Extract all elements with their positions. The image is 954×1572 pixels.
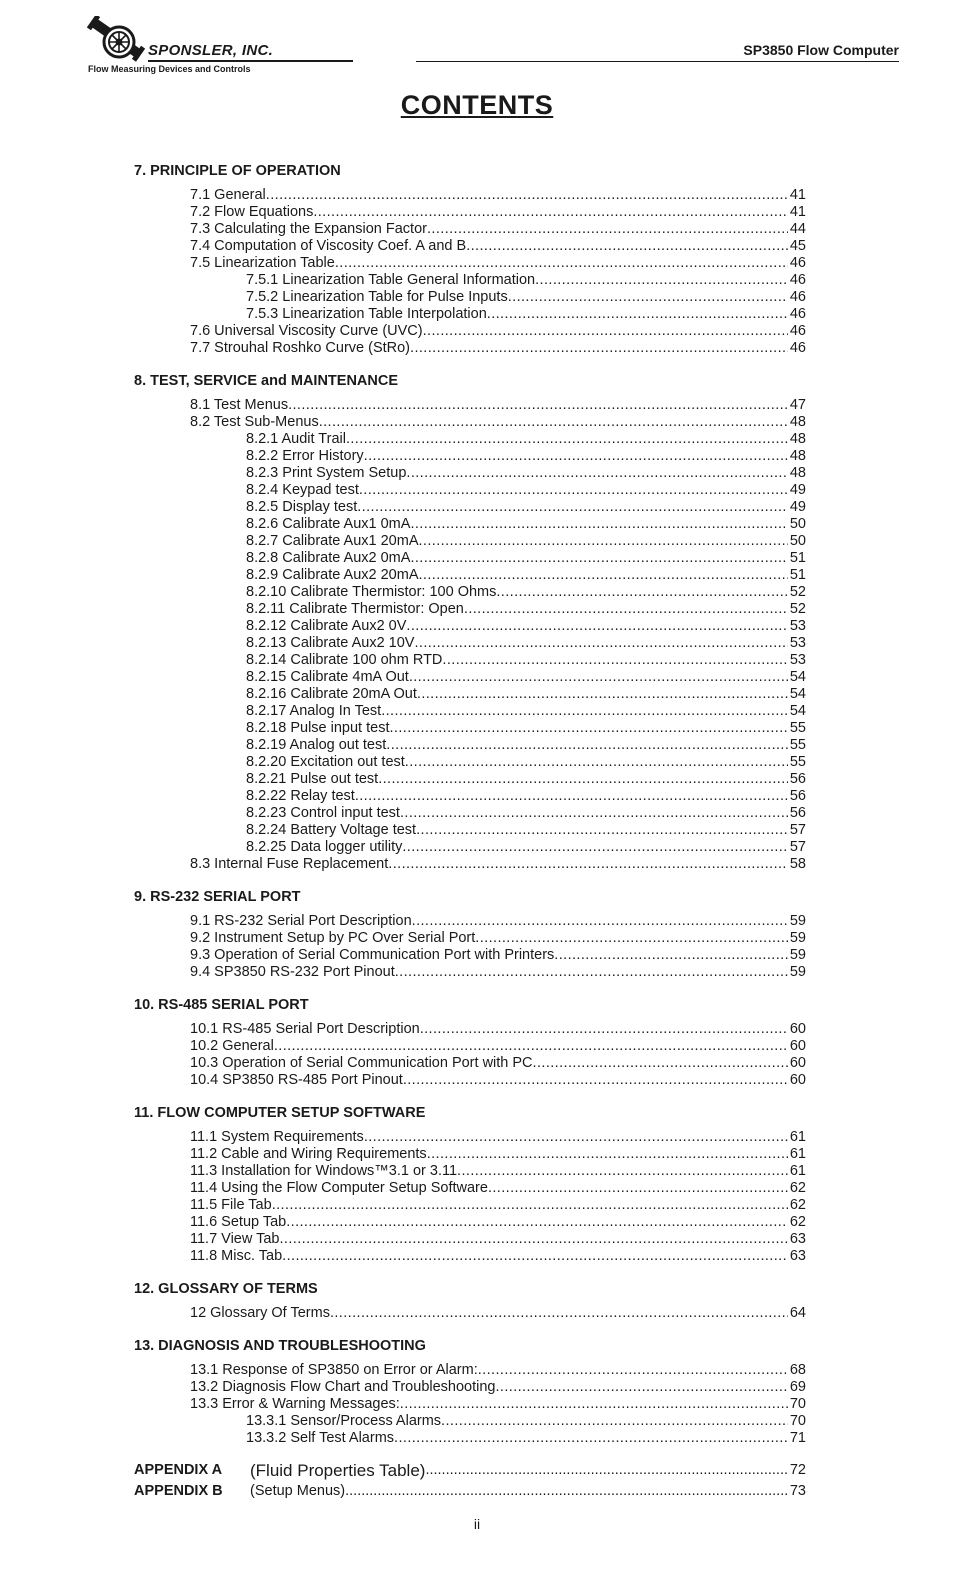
dot-leader bbox=[330, 1305, 788, 1322]
toc-entry[interactable] bbox=[134, 414, 806, 431]
toc-entry[interactable] bbox=[134, 601, 806, 618]
entry-title: 8.2.19 Analog out test bbox=[246, 737, 387, 753]
dot-leader bbox=[394, 1430, 788, 1447]
dot-leader bbox=[286, 1214, 788, 1231]
dot-leader bbox=[402, 839, 787, 856]
toc-entry[interactable] bbox=[134, 703, 806, 720]
dot-leader bbox=[388, 856, 788, 873]
dot-leader bbox=[395, 964, 788, 981]
entry-page-number: 62 bbox=[789, 1180, 806, 1196]
entry-title: 8.2.14 Calibrate 100 ohm RTD bbox=[246, 652, 443, 668]
toc-section bbox=[134, 370, 806, 873]
entry-title: 8.2.10 Calibrate Thermistor: 100 Ohms bbox=[246, 584, 497, 600]
entry-title: 9.2 Instrument Setup by PC Over Serial Port bbox=[190, 930, 476, 946]
entry-page-number: 54 bbox=[789, 703, 806, 719]
entry-title: 8.2.17 Analog In Test bbox=[246, 703, 382, 719]
toc-entry[interactable] bbox=[134, 272, 806, 289]
entry-page-number: 63 bbox=[789, 1248, 806, 1264]
dot-leader bbox=[345, 1481, 788, 1502]
toc-entry[interactable] bbox=[134, 964, 806, 981]
toc-entry[interactable] bbox=[134, 289, 806, 306]
toc-entry[interactable] bbox=[134, 1305, 806, 1322]
toc-entry[interactable] bbox=[134, 499, 806, 516]
toc-entry[interactable] bbox=[134, 584, 806, 601]
toc-entry[interactable] bbox=[134, 482, 806, 499]
dot-leader bbox=[390, 720, 788, 737]
entry-page-number: 61 bbox=[789, 1146, 806, 1162]
toc-entry[interactable] bbox=[134, 567, 806, 584]
section-heading: 7. PRINCIPLE OF OPERATION bbox=[134, 163, 341, 179]
entry-page-number: 41 bbox=[789, 204, 806, 220]
toc-entry[interactable] bbox=[134, 1146, 806, 1163]
toc-section bbox=[134, 1278, 806, 1322]
entry-title: 11.1 System Requirements bbox=[190, 1129, 364, 1145]
toc-entry[interactable] bbox=[134, 448, 806, 465]
toc-entry[interactable] bbox=[134, 323, 806, 340]
dot-leader bbox=[457, 1163, 788, 1180]
dot-leader bbox=[346, 431, 788, 448]
entry-page-number: 47 bbox=[789, 397, 806, 413]
entry-title: 10.2 General bbox=[190, 1038, 274, 1054]
logo-underline bbox=[148, 60, 353, 62]
entry-title: 8.2.7 Calibrate Aux1 20mA bbox=[246, 533, 419, 549]
entry-title: 8.2.5 Display test bbox=[246, 499, 358, 515]
toc-entry[interactable] bbox=[134, 1214, 806, 1231]
entry-title: 8.2.23 Control input test bbox=[246, 805, 400, 821]
dot-leader bbox=[412, 913, 788, 930]
dot-leader bbox=[508, 289, 788, 306]
dot-leader bbox=[378, 771, 788, 788]
entry-title: 11.5 File Tab bbox=[190, 1197, 272, 1213]
dot-leader bbox=[414, 635, 787, 652]
toc-entry[interactable] bbox=[134, 686, 806, 703]
entry-page-number: 49 bbox=[789, 499, 806, 515]
entry-title: 9.1 RS-232 Serial Port Description bbox=[190, 913, 412, 929]
entry-page-number: 56 bbox=[789, 805, 806, 821]
entry-title: 11.2 Cable and Wiring Requirements bbox=[190, 1146, 427, 1162]
dot-leader bbox=[400, 1396, 788, 1413]
entry-page-number: 51 bbox=[789, 567, 806, 583]
dot-leader bbox=[496, 584, 787, 601]
dot-leader bbox=[427, 221, 788, 238]
entry-page-number: 70 bbox=[789, 1396, 806, 1412]
dot-leader bbox=[288, 397, 788, 414]
entry-title: 8.2.13 Calibrate Aux2 10V bbox=[246, 635, 415, 651]
dot-leader bbox=[386, 737, 788, 754]
section-heading: 9. RS-232 SERIAL PORT bbox=[134, 889, 301, 905]
entry-page-number: 60 bbox=[789, 1072, 806, 1088]
toc-entry[interactable] bbox=[134, 737, 806, 754]
entry-title: 11.3 Installation for Windows™3.1 or 3.11 bbox=[190, 1163, 458, 1179]
dot-leader bbox=[442, 652, 787, 669]
entry-page-number: 60 bbox=[789, 1021, 806, 1037]
dot-leader bbox=[410, 516, 787, 533]
entry-title: 8.2.3 Print System Setup bbox=[246, 465, 407, 481]
entry-page-number: 54 bbox=[789, 669, 806, 685]
entry-title: 7.5.2 Linearization Table for Pulse Inputs bbox=[246, 289, 508, 305]
entry-page-number: 58 bbox=[789, 856, 806, 872]
entry-title: 8.2.24 Battery Voltage test bbox=[246, 822, 417, 838]
toc-entry[interactable] bbox=[134, 947, 806, 964]
entry-title: 10.4 SP3850 RS-485 Port Pinout bbox=[190, 1072, 403, 1088]
toc-entry[interactable] bbox=[134, 669, 806, 686]
toc-entry[interactable] bbox=[134, 187, 806, 204]
toc-entry[interactable] bbox=[134, 822, 806, 839]
dot-leader bbox=[282, 1248, 788, 1265]
toc-entry[interactable] bbox=[134, 465, 806, 482]
entry-title: 8.2.9 Calibrate Aux2 20mA bbox=[246, 567, 419, 583]
entry-page-number: 45 bbox=[789, 238, 806, 254]
toc-entry[interactable] bbox=[134, 771, 806, 788]
dot-leader bbox=[475, 930, 788, 947]
dot-leader bbox=[313, 204, 788, 221]
dot-leader bbox=[554, 947, 788, 964]
toc-entry[interactable] bbox=[134, 340, 806, 357]
appendix-entry[interactable] bbox=[134, 1481, 806, 1502]
toc-entry[interactable] bbox=[134, 720, 806, 737]
dot-leader bbox=[466, 238, 788, 255]
entry-title: 8.2.22 Relay test bbox=[246, 788, 355, 804]
page-title: CONTENTS bbox=[400, 90, 554, 120]
dot-leader bbox=[423, 323, 788, 340]
dot-leader bbox=[495, 1379, 787, 1396]
entry-page-number: 44 bbox=[789, 221, 806, 237]
entry-title: 7.6 Universal Viscosity Curve (UVC) bbox=[190, 323, 423, 339]
page-header bbox=[86, 14, 899, 74]
entry-page-number: 59 bbox=[789, 964, 806, 980]
entry-page-number: 64 bbox=[789, 1305, 806, 1321]
toc-entry[interactable] bbox=[134, 805, 806, 822]
dot-leader bbox=[266, 187, 788, 204]
entry-title: 9.4 SP3850 RS-232 Port Pinout bbox=[190, 964, 395, 980]
toc-entry[interactable] bbox=[134, 397, 806, 414]
entry-page-number: 53 bbox=[789, 652, 806, 668]
company-tagline: Flow Measuring Devices and Controls bbox=[88, 64, 251, 74]
toc-entry[interactable] bbox=[134, 652, 806, 669]
dot-leader bbox=[409, 669, 788, 686]
entry-page-number: 46 bbox=[789, 289, 806, 305]
dot-leader bbox=[319, 414, 788, 431]
dot-leader bbox=[419, 533, 788, 550]
dot-leader bbox=[406, 465, 787, 482]
appendix-label: APPENDIX B bbox=[134, 1483, 223, 1499]
dot-leader bbox=[427, 1146, 788, 1163]
entry-page-number: 46 bbox=[789, 340, 806, 356]
dot-leader bbox=[272, 1197, 788, 1214]
entry-page-number: 50 bbox=[789, 533, 806, 549]
entry-title: 12 Glossary Of Terms bbox=[190, 1305, 330, 1321]
table-of-contents bbox=[134, 160, 806, 1502]
entry-title: 8.2.1 Audit Trail bbox=[246, 431, 346, 447]
toc-section bbox=[134, 160, 806, 357]
toc-entry[interactable] bbox=[134, 1021, 806, 1038]
entry-page-number: 69 bbox=[789, 1379, 806, 1395]
page-number: ii bbox=[473, 1516, 481, 1532]
entry-page-number: 41 bbox=[789, 187, 806, 203]
appendix-entry[interactable] bbox=[134, 1460, 806, 1481]
entry-page-number: 62 bbox=[789, 1197, 806, 1213]
appendix-title: (Fluid Properties Table) bbox=[250, 1461, 426, 1480]
entry-page-number: 55 bbox=[789, 720, 806, 736]
entry-title: 11.8 Misc. Tab bbox=[190, 1248, 283, 1264]
toc-entry[interactable] bbox=[134, 1430, 806, 1447]
entry-page-number: 48 bbox=[789, 465, 806, 481]
entry-page-number: 48 bbox=[789, 448, 806, 464]
dot-leader bbox=[274, 1038, 788, 1055]
section-heading: 10. RS-485 SERIAL PORT bbox=[134, 997, 309, 1013]
entry-title: 8.2.21 Pulse out test bbox=[246, 771, 379, 787]
entry-page-number: 51 bbox=[789, 550, 806, 566]
entry-page-number: 50 bbox=[789, 516, 806, 532]
toc-section bbox=[134, 1335, 806, 1447]
entry-title: 8.2.4 Keypad test bbox=[246, 482, 359, 498]
entry-title: 13.3.2 Self Test Alarms bbox=[246, 1430, 395, 1446]
dot-leader bbox=[416, 822, 788, 839]
entry-page-number: 60 bbox=[789, 1055, 806, 1071]
dot-leader bbox=[335, 255, 788, 272]
company-name: SPONSLER, INC. bbox=[148, 42, 274, 59]
toc-entry[interactable] bbox=[134, 204, 806, 221]
toc-entry[interactable] bbox=[134, 255, 806, 272]
entry-title: 11.7 View Tab bbox=[190, 1231, 280, 1247]
toc-entry[interactable] bbox=[134, 533, 806, 550]
appendix-page-number: 72 bbox=[789, 1462, 806, 1478]
entry-title: 8.2 Test Sub-Menus bbox=[190, 414, 319, 430]
dot-leader bbox=[403, 1072, 788, 1089]
appendix-title: (Setup Menus) bbox=[250, 1483, 346, 1499]
entry-page-number: 52 bbox=[789, 584, 806, 600]
entry-title: 13.3 Error & Warning Messages: bbox=[190, 1396, 400, 1412]
entry-title: 8.3 Internal Fuse Replacement bbox=[190, 856, 389, 872]
document-title: SP3850 Flow Computer bbox=[743, 42, 899, 58]
appendix-label: APPENDIX A bbox=[134, 1462, 223, 1478]
entry-title: 7.2 Flow Equations bbox=[190, 204, 314, 220]
dot-leader bbox=[280, 1231, 788, 1248]
entry-page-number: 46 bbox=[789, 255, 806, 271]
entry-page-number: 59 bbox=[789, 913, 806, 929]
dot-leader bbox=[425, 1460, 787, 1481]
entry-page-number: 55 bbox=[789, 737, 806, 753]
entry-title: 9.3 Operation of Serial Communication Port with Printers bbox=[190, 947, 555, 963]
entry-page-number: 48 bbox=[789, 431, 806, 447]
entry-title: 8.2.16 Calibrate 20mA Out bbox=[246, 686, 417, 702]
toc-entry[interactable] bbox=[134, 1197, 806, 1214]
dot-leader bbox=[405, 754, 788, 771]
entry-page-number: 61 bbox=[789, 1129, 806, 1145]
entry-title: 8.2.8 Calibrate Aux2 0mA bbox=[246, 550, 411, 566]
dot-leader bbox=[535, 272, 788, 289]
toc-entry[interactable] bbox=[134, 1379, 806, 1396]
entry-page-number: 56 bbox=[789, 771, 806, 787]
dot-leader bbox=[359, 482, 788, 499]
entry-title: 7.3 Calculating the Expansion Factor bbox=[190, 221, 427, 237]
entry-title: 10.3 Operation of Serial Communication Port with PC bbox=[190, 1055, 533, 1071]
entry-title: 13.2 Diagnosis Flow Chart and Troubleshooting bbox=[190, 1379, 496, 1395]
toc-entry[interactable] bbox=[134, 930, 806, 947]
toc-entry[interactable] bbox=[134, 618, 806, 635]
entry-title: 8.2.15 Calibrate 4mA Out bbox=[246, 669, 409, 685]
entry-page-number: 61 bbox=[789, 1163, 806, 1179]
entry-title: 8.2.25 Data logger utility bbox=[246, 839, 403, 855]
entry-page-number: 55 bbox=[789, 754, 806, 770]
entry-page-number: 60 bbox=[789, 1038, 806, 1054]
toc-entry[interactable] bbox=[134, 913, 806, 930]
section-heading: 8. TEST, SERVICE and MAINTENANCE bbox=[134, 373, 398, 389]
toc-entry[interactable] bbox=[134, 856, 806, 873]
entry-title: 8.2.11 Calibrate Thermistor: Open bbox=[246, 601, 464, 617]
entry-title: 13.3.1 Sensor/Process Alarms bbox=[246, 1413, 442, 1429]
toc-section bbox=[134, 994, 806, 1089]
dot-leader bbox=[406, 618, 787, 635]
toc-entry[interactable] bbox=[134, 1129, 806, 1146]
toc-entry[interactable] bbox=[134, 1231, 806, 1248]
entry-page-number: 59 bbox=[789, 930, 806, 946]
toc-entry[interactable] bbox=[134, 635, 806, 652]
toc-entry[interactable] bbox=[134, 516, 806, 533]
toc-entry[interactable] bbox=[134, 788, 806, 805]
toc-section bbox=[134, 886, 806, 981]
appendix-page-number: 73 bbox=[789, 1483, 806, 1499]
dot-leader bbox=[419, 567, 788, 584]
toc-entry[interactable] bbox=[134, 1396, 806, 1413]
entry-title: 11.4 Using the Flow Computer Setup Software bbox=[190, 1180, 488, 1196]
toc-entry[interactable] bbox=[134, 1248, 806, 1265]
entry-title: 8.2.20 Excitation out test bbox=[246, 754, 405, 770]
entry-title: 11.6 Setup Tab bbox=[190, 1214, 287, 1230]
dot-leader bbox=[417, 686, 788, 703]
entry-page-number: 70 bbox=[789, 1413, 806, 1429]
entry-title: 7.7 Strouhal Roshko Curve (StRo) bbox=[190, 340, 411, 356]
entry-page-number: 46 bbox=[789, 272, 806, 288]
entry-page-number: 53 bbox=[789, 618, 806, 634]
dot-leader bbox=[478, 1362, 788, 1379]
dot-leader bbox=[410, 340, 788, 357]
entry-title: 8.2.18 Pulse input test bbox=[246, 720, 390, 736]
toc-entry[interactable] bbox=[134, 839, 806, 856]
dot-leader bbox=[381, 703, 788, 720]
toc-entry[interactable] bbox=[134, 550, 806, 567]
entry-page-number: 63 bbox=[789, 1231, 806, 1247]
toc-entry[interactable] bbox=[134, 238, 806, 255]
dot-leader bbox=[364, 1129, 788, 1146]
dot-leader bbox=[464, 601, 788, 618]
entry-page-number: 68 bbox=[789, 1362, 806, 1378]
dot-leader bbox=[441, 1413, 788, 1430]
entry-page-number: 53 bbox=[789, 635, 806, 651]
entry-page-number: 46 bbox=[789, 323, 806, 339]
entry-page-number: 71 bbox=[789, 1430, 806, 1446]
toc-entry[interactable] bbox=[134, 1362, 806, 1379]
dot-leader bbox=[487, 306, 788, 323]
dot-leader bbox=[355, 788, 788, 805]
entry-page-number: 52 bbox=[789, 601, 806, 617]
toc-entry[interactable] bbox=[134, 1055, 806, 1072]
toc-section bbox=[134, 1102, 806, 1265]
entry-title: 8.2.12 Calibrate Aux2 0V bbox=[246, 618, 407, 634]
entry-title: 7.5.1 Linearization Table General Information bbox=[246, 272, 536, 288]
company-logo-icon bbox=[86, 16, 146, 66]
toc-entry[interactable] bbox=[134, 221, 806, 238]
dot-leader bbox=[400, 805, 788, 822]
entry-page-number: 57 bbox=[789, 839, 806, 855]
entry-page-number: 59 bbox=[789, 947, 806, 963]
entry-title: 7.4 Computation of Viscosity Coef. A and B bbox=[190, 238, 467, 254]
entry-title: 13.1 Response of SP3850 on Error or Alarm: bbox=[190, 1362, 478, 1378]
entry-page-number: 46 bbox=[789, 306, 806, 322]
entry-title: 8.2.2 Error History bbox=[246, 448, 364, 464]
entry-title: 7.5 Linearization Table bbox=[190, 255, 335, 271]
entry-page-number: 54 bbox=[789, 686, 806, 702]
toc-entry[interactable] bbox=[134, 1180, 806, 1197]
entry-title: 7.1 General bbox=[190, 187, 266, 203]
entry-title: 8.1 Test Menus bbox=[190, 397, 289, 413]
entry-title: 10.1 RS-485 Serial Port Description bbox=[190, 1021, 420, 1037]
entry-page-number: 57 bbox=[789, 822, 806, 838]
dot-leader bbox=[410, 550, 787, 567]
dot-leader bbox=[533, 1055, 788, 1072]
toc-entry[interactable] bbox=[134, 1072, 806, 1089]
toc-entry[interactable] bbox=[134, 1163, 806, 1180]
dot-leader bbox=[357, 499, 788, 516]
header-rule bbox=[416, 61, 899, 62]
toc-entry[interactable] bbox=[134, 431, 806, 448]
section-heading: 11. FLOW COMPUTER SETUP SOFTWARE bbox=[134, 1105, 426, 1121]
section-heading: 13. DIAGNOSIS AND TROUBLESHOOTING bbox=[134, 1338, 426, 1354]
entry-page-number: 49 bbox=[789, 482, 806, 498]
toc-entry[interactable] bbox=[134, 306, 806, 323]
dot-leader bbox=[420, 1021, 788, 1038]
toc-entry[interactable] bbox=[134, 1413, 806, 1430]
toc-entry[interactable] bbox=[134, 754, 806, 771]
entry-page-number: 62 bbox=[789, 1214, 806, 1230]
entry-title: 8.2.6 Calibrate Aux1 0mA bbox=[246, 516, 411, 532]
dot-leader bbox=[364, 448, 788, 465]
toc-entry[interactable] bbox=[134, 1038, 806, 1055]
dot-leader bbox=[488, 1180, 788, 1197]
section-heading: 12. GLOSSARY OF TERMS bbox=[134, 1281, 318, 1297]
entry-page-number: 56 bbox=[789, 788, 806, 804]
entry-page-number: 48 bbox=[789, 414, 806, 430]
entry-title: 7.5.3 Linearization Table Interpolation bbox=[246, 306, 487, 322]
